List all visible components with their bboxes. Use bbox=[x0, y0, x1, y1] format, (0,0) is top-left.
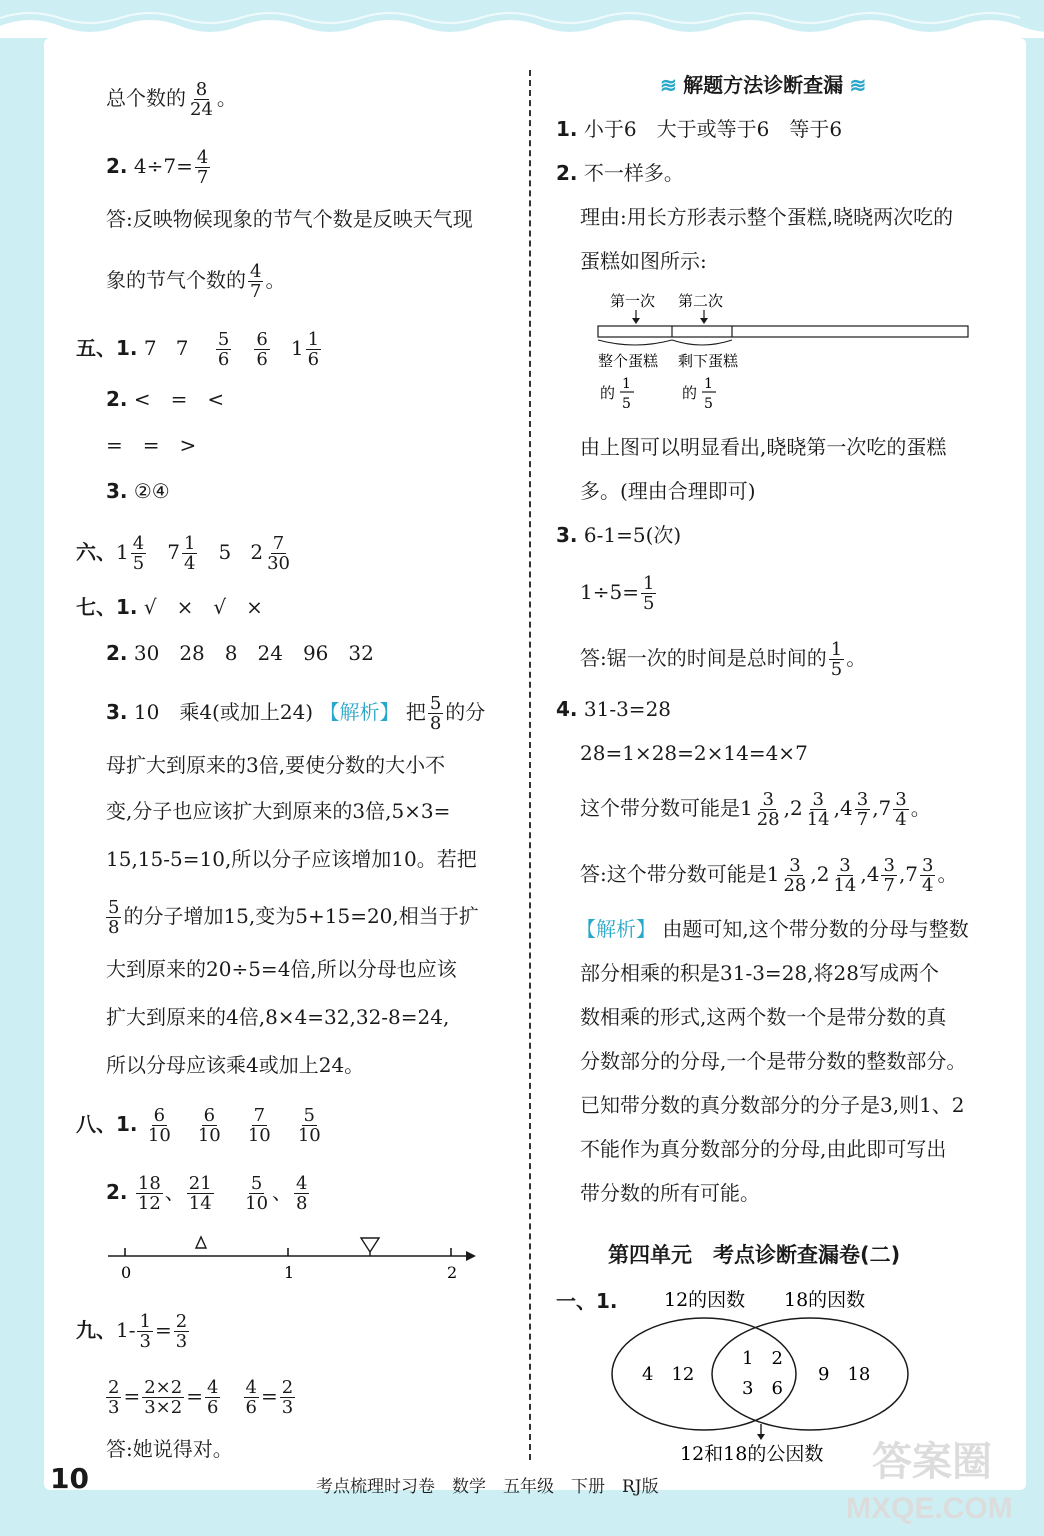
venn-right-title: 18的因数 bbox=[784, 1289, 866, 1311]
column-divider bbox=[529, 70, 531, 1460]
venn-left-title: 12的因数 bbox=[664, 1289, 746, 1311]
left-line-4: 象的节气个数的 $\frac{4}{7}$ 。 bbox=[106, 261, 286, 302]
venn-mid-values-1: 1 2 bbox=[742, 1348, 783, 1369]
right-line-20: 带分数的所有可能。 bbox=[580, 1181, 760, 1205]
explain-line-7: 所以分母应该乘4或加上24。 bbox=[106, 1053, 365, 1077]
triangle-up-marker bbox=[196, 1237, 206, 1248]
right-line-5: 由上图可以明显看出,晓晓第一次吃的蛋糕 bbox=[580, 435, 947, 459]
label-of-1: 的 bbox=[600, 384, 616, 402]
explain-line-5: 大到原来的20÷5=4倍,所以分母也应该 bbox=[106, 957, 457, 981]
tick-1: 1 bbox=[284, 1263, 295, 1282]
explain-line-2: 变,分子也应该扩大到原来的3倍,5×3= bbox=[106, 799, 451, 823]
triangle-down-marker bbox=[361, 1238, 379, 1252]
venn-mid-values-2: 3 6 bbox=[742, 1378, 783, 1399]
venn-right-values: 9 18 bbox=[818, 1364, 871, 1385]
venn-diagram bbox=[606, 1284, 916, 1470]
right-line-6: 多。(理由合理即可) bbox=[580, 479, 756, 503]
tick-2: 2 bbox=[447, 1263, 458, 1282]
label-remain: 剩下蛋糕 bbox=[678, 352, 739, 370]
section-8-q2: 2. $\frac{18}{12}$ 、 $\frac{21}{14}$ $\frac{5}{10}$ 、 $\frac{4}{8}$ bbox=[106, 1173, 308, 1214]
right-line-13: 答:这个带分数可能是1 $\frac{3}{28}$ ,2 $\frac{3}{14}$ ,4 $\frac{3}{7}$ ,7 $\frac{3}{4}$ 。 bbox=[580, 855, 958, 896]
cake-bar bbox=[598, 326, 968, 337]
analysis-tag: 【解析】 bbox=[576, 917, 656, 941]
section-9: 九、1- $\frac{1}{3}$ = $\frac{2}{3}$ bbox=[76, 1311, 188, 1352]
method-header: ≋ 解题方法诊断查漏 ≋ bbox=[660, 73, 867, 97]
right-line-12: 这个带分数可能是1 $\frac{3}{28}$ ,2 $\frac{3}{14}$ ,4 $\frac{3}{7}$ ,7 $\frac{3}{4}$ 。 bbox=[580, 789, 931, 830]
wave-icon: ≋ bbox=[660, 73, 677, 97]
venn-right-ellipse bbox=[712, 1318, 908, 1430]
explain-line-3: 15,15-5=10,所以分子应该增加10。若把 bbox=[106, 847, 477, 871]
section-5-q3: 3. ②④ bbox=[106, 479, 170, 503]
analysis-tag: 【解析】 bbox=[319, 700, 400, 724]
arrow-down-icon bbox=[757, 1434, 765, 1440]
cake-diagram bbox=[592, 286, 976, 416]
section-7-q1: 七、1. √ × √ × bbox=[76, 595, 263, 619]
wave-icon: ≋ bbox=[849, 73, 867, 97]
right-line-4: 蛋糕如图所示: bbox=[580, 249, 707, 273]
label-second: 第二次 bbox=[678, 292, 724, 310]
left-line-3: 答:反映物候现象的节气个数是反映天气现 bbox=[106, 207, 473, 231]
frac-den-2: 5 bbox=[704, 396, 713, 412]
right-line-15: 部分相乘的积是31-3=28,将28写成两个 bbox=[580, 961, 939, 985]
section-7-q3: 3. 10 乘4(或加上24) 【解析】 把 $\frac{5}{8}$ 的分 bbox=[106, 693, 486, 734]
watermark-logo: 答案圈 bbox=[872, 1438, 992, 1485]
section-5-q2b: = = > bbox=[106, 433, 197, 457]
venn-left-ellipse bbox=[612, 1318, 796, 1430]
section-8-q1: 八、1. $\frac{6}{10}$ $\frac{6}{10}$ $\frac{7}{10}$ $\frac{5}{10}$ bbox=[76, 1105, 321, 1146]
right-line-9: 答:锯一次的时间是总时间的 $\frac{1}{5}$ 。 bbox=[580, 639, 867, 680]
label-whole: 整个蛋糕 bbox=[598, 352, 659, 370]
right-line-18: 已知带分数的真分数部分的分子是3,则1、2 bbox=[580, 1093, 965, 1117]
unit-title: 第四单元 考点诊断查漏卷(二) bbox=[608, 1243, 901, 1267]
venn-left-values: 4 12 bbox=[642, 1364, 695, 1385]
right-q2: 2. 不一样多。 bbox=[556, 161, 684, 185]
page-number: 10 bbox=[50, 1462, 89, 1495]
footer-text: 考点梳理时习卷 数学 五年级 下册 RJ版 bbox=[316, 1477, 659, 1497]
section-7-q2: 2. 30 28 8 24 96 32 bbox=[106, 641, 374, 665]
section-9-calc: $\frac{2}{3}$ = $\frac{2\times 2}{3\times 2}$ = $\frac{4}{6}$ $\frac{4}{6}$ = $\frac{2}{3}$ bbox=[108, 1377, 294, 1418]
section-9-answer: 答:她说得对。 bbox=[106, 1437, 233, 1461]
top-wave-border bbox=[0, 0, 1044, 38]
section-5-q2a: 2. < = < bbox=[106, 387, 225, 411]
left-line-1: 总个数的 $\frac{8}{24}$ 。 bbox=[106, 79, 237, 120]
explain-line-4: $\frac{5}{8}$ 的分子增加15,变为5+15=20,相当于扩 bbox=[108, 897, 479, 938]
tick-0: 0 bbox=[121, 1263, 132, 1282]
venn-label: 一、1. bbox=[556, 1289, 618, 1313]
arrow-down-icon bbox=[632, 318, 640, 324]
right-q4: 4. 31-3=28 bbox=[556, 697, 672, 721]
frac-num-2: 1 bbox=[704, 376, 713, 392]
label-first: 第一次 bbox=[610, 292, 656, 310]
section-6: 六、1 $\frac{4}{5}$ 7 $\frac{1}{4}$ 5 2 $\frac{7}{30}$ bbox=[76, 533, 290, 574]
section-5-q1: 五、1. 7 7 $\frac{5}{6}$ $\frac{6}{6}$ 1 $\frac{1}{6}$ bbox=[76, 329, 320, 370]
left-line-2: 2. 4÷7= $\frac{4}{7}$ bbox=[106, 147, 209, 188]
explain-line-6: 扩大到原来的4倍,8×4=32,32-8=24, bbox=[106, 1005, 450, 1029]
right-line-19: 不能作为真分数部分的分母,由此即可写出 bbox=[580, 1137, 947, 1161]
right-line-11: 28=1×28=2×14=4×7 bbox=[580, 741, 808, 765]
right-line-14: 【解析】 由题可知,这个带分数的分母与整数 bbox=[576, 917, 969, 941]
right-line-16: 数相乘的形式,这两个数一个是带分数的真 bbox=[580, 1005, 947, 1029]
venn-bottom-label: 12和18的公因数 bbox=[680, 1443, 824, 1465]
right-line-8: 1÷5= $\frac{1}{5}$ bbox=[580, 573, 655, 614]
arrow-icon bbox=[466, 1251, 476, 1261]
frac-num-1: 1 bbox=[622, 376, 631, 392]
arrow-down-icon bbox=[700, 318, 708, 324]
watermark-site: MXQE.COM bbox=[846, 1492, 1013, 1525]
right-q1: 1. 小于6 大于或等于6 等于6 bbox=[556, 117, 843, 141]
right-line-17: 分数部分的分母,一个是带分数的整数部分。 bbox=[580, 1049, 967, 1073]
explain-line-1: 母扩大到原来的3倍,要使分数的大小不 bbox=[106, 753, 446, 777]
frac-den-1: 5 bbox=[622, 396, 631, 412]
right-line-3: 理由:用长方形表示整个蛋糕,晓晓两次吃的 bbox=[580, 205, 954, 229]
number-line bbox=[100, 1232, 490, 1284]
right-q3: 3. 6-1=5(次) bbox=[556, 523, 682, 547]
label-of-2: 的 bbox=[682, 384, 698, 402]
